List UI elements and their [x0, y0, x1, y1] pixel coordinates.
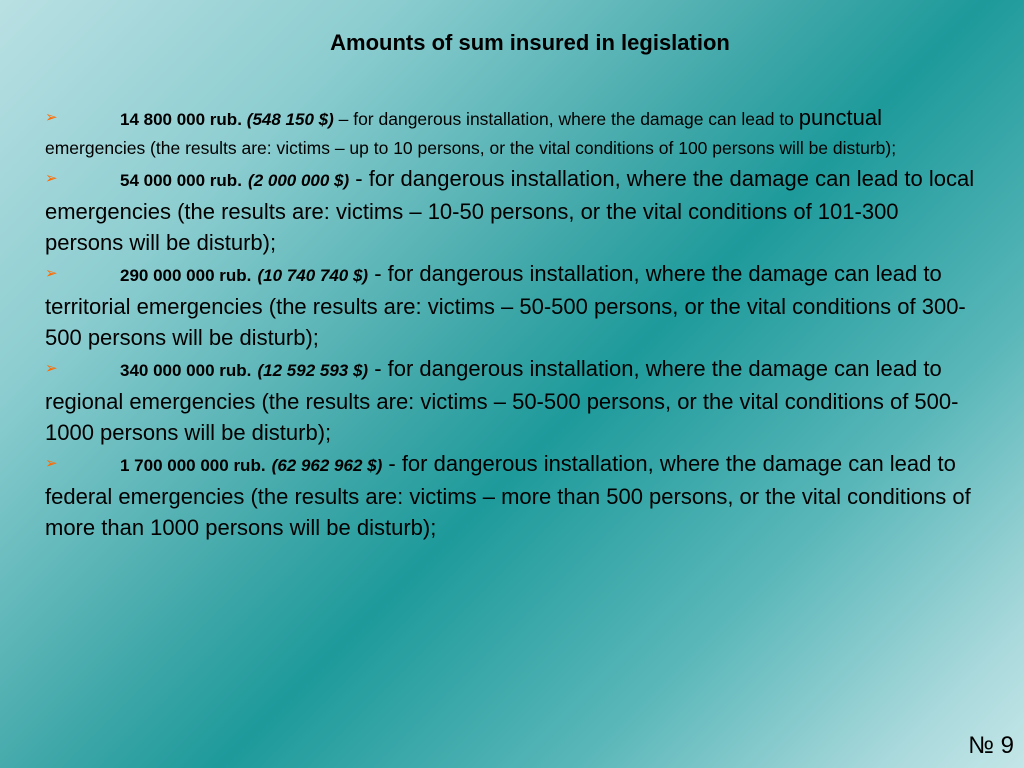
item-description: - for dangerous installation, where the damage can lead to regional emergencies (the results are: victims – 50-500 persons, or the vital conditions of 500-1000 persons will be disturb); — [45, 356, 959, 445]
slide-title: Amounts of sum insured in legislation — [330, 30, 730, 55]
amount-rub: 54 000 000 rub. — [120, 171, 242, 190]
item-emphasis: punctual — [798, 105, 882, 130]
amount-rub: 290 000 000 rub. — [120, 266, 252, 285]
amount-usd: (62 962 962 $) — [271, 456, 383, 475]
item-description: - for dangerous installation, where the damage can lead to territorial emergencies (the results are: victims – 50-500 persons, or the vital conditions of 300-500 persons will be disturb); — [45, 261, 966, 350]
bullet-list — [45, 103, 975, 543]
item-description: - for dangerous installation, where the damage can lead to federal emergencies (the results are: victims – more than 500 persons, or the vital conditions of more than 1000 persons will be disturb); — [45, 451, 971, 540]
amount-rub: 340 000 000 rub. — [120, 361, 252, 380]
amount-usd: (548 150 $) — [246, 110, 334, 129]
item-description: - for dangerous installation, where the damage can lead to local emergencies (the results are: victims – 10-50 persons, or the vital conditions of 101-300 persons will be disturb); — [45, 166, 975, 255]
list-item — [45, 103, 975, 163]
item-description-end: emergencies (the results are: victims – up to 10 persons, or the vital conditions of 100 persons will be disturb); — [45, 138, 897, 158]
list-item — [45, 353, 975, 448]
arrow-bullet-icon: ➢ — [45, 360, 58, 377]
arrow-bullet-icon: ➢ — [45, 455, 58, 472]
amount-usd: (12 592 593 $) — [257, 361, 369, 380]
amount-rub: 1 700 000 000 rub. — [120, 456, 266, 475]
amount-rub: 14 800 000 rub. — [120, 110, 242, 129]
page-number: № 9 — [968, 732, 1014, 759]
arrow-bullet-icon: ➢ — [45, 265, 58, 282]
amount-usd: (10 740 740 $) — [257, 266, 369, 285]
list-item — [45, 258, 975, 353]
amount-usd: (2 000 000 $) — [248, 171, 350, 190]
list-item — [45, 163, 975, 258]
list-item — [45, 448, 975, 543]
item-description: – for dangerous installation, where the damage can lead to — [333, 109, 799, 129]
arrow-bullet-icon: ➢ — [45, 170, 58, 187]
arrow-bullet-icon: ➢ — [45, 109, 58, 126]
